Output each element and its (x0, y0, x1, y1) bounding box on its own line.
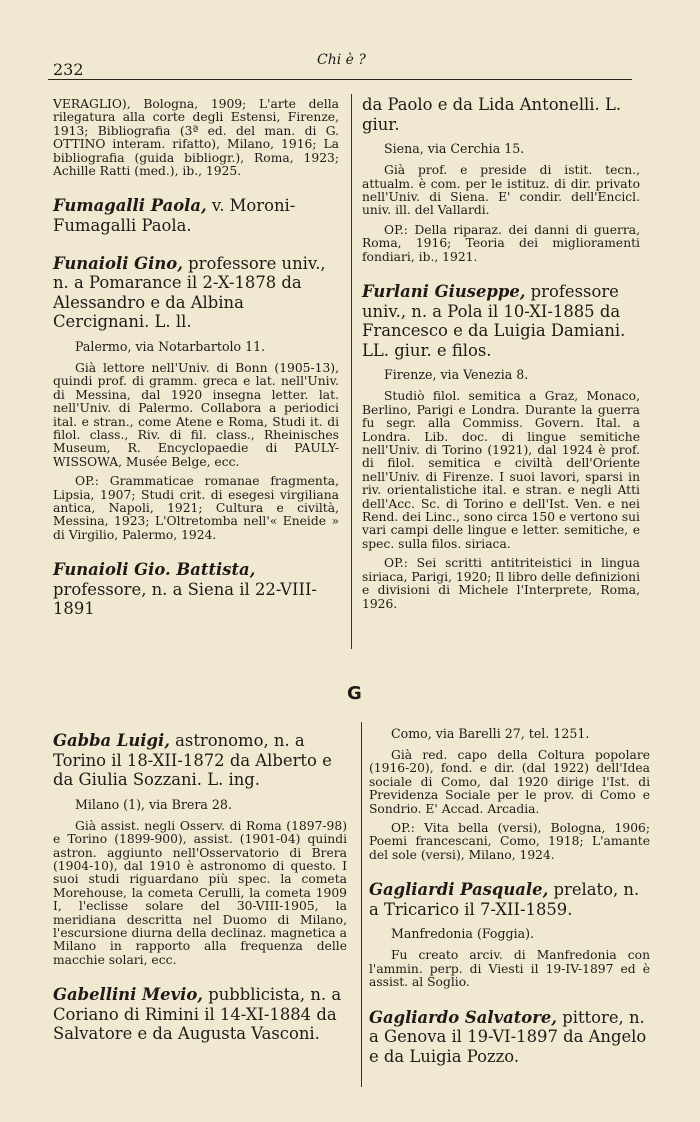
entry-address: Palermo, via Notarbartolo 11. (75, 339, 266, 354)
entry-name: Gagliardi Pasquale, (369, 880, 549, 900)
entry-text: v. Moroni-Fumagalli Paola. (53, 196, 296, 236)
entry-name: Funaioli Gio. Battista, (53, 560, 256, 580)
entry-address: Como, via Barelli 27, tel. 1251. (391, 726, 590, 741)
left-column-top (53, 98, 339, 625)
continued-entry-text: VERAGLIO), Bologna, 1909; L'arte della rilegatura alla corte degli Estensi, Firenze, 1913; Bibliografia (3ª ed. del man. di G. OTTINO interam. rifatto), Milano, 1916; La bibliografia (guida bibliogr.), Roma, 1923; Achille Ratti (med.), ib., 1925. (53, 97, 339, 179)
right-column-top (362, 95, 640, 617)
entry-name: Funaioli Gino, (53, 253, 183, 273)
entry-intro: professore univ., n. a Pomarance il 2-X-1878 da Alessandro e da Albina Cercignani. L. ll. (53, 253, 326, 332)
entry-name: Furlani Giuseppe, (362, 282, 526, 302)
entry-funaioli-gino (53, 254, 339, 332)
entry-name: Gagliardo Salvatore, (369, 1007, 557, 1027)
column-divider-top (351, 94, 352, 649)
entry-biography: Studiò filol. semitica a Graz, Monaco, Berlino, Parigi e Londra. Durante la guerra fu segr. alla Commiss. Govern. Ital. a Londra. Lib. doc. di lingue semitiche nell'Univ. di Torino (1921), dal 1924 è prof. di filol. semitica e civiltà dell'Oriente nell'Univ. di Firenze. I suoi lavori, sparsi in riv. orientalistiche ital. e stran. e negli Atti dell'Acc. Sc. di Torino e dell'Ist. Ven. e nei Rend. dei Linc., sono circa 150 e vertono sui vari campi delle lingue e letter. semitiche, e spec. sulla filos. siriaca. (362, 389, 640, 551)
entry-works: OP.: Della riparaz. dei danni di guerra, Roma, 1916; Teoria dei miglioramenti fondiari, ib., 1921. (362, 222, 640, 264)
entry-intro: professore univ., n. a Pola il 10-XI-1885 da Francesco e da Luigia Damiani. LL. giur. e filos. (362, 282, 626, 360)
entry-intro: prelato, n. a Tricarico il 7-XII-1859. (369, 880, 640, 919)
entry-address: Firenze, via Venezia 8. (384, 367, 529, 383)
column-divider-bottom (361, 722, 362, 1087)
entry-biography: Già prof. e preside di istit. tecn., attualm. è com. per le istituz. di dir. privato nell'Univ. di Siena. E' condir. dell'Encicl. univ. ill. del Vallardi. (362, 163, 640, 218)
entry-works: OP.: Grammaticae romanae fragmenta, Lipsia, 1907; Studi crit. di esegesi virgiliana antica, Napoli, 1921; Cultura e civiltà, Messina, 1923; L'Oltretomba nell'« Eneide » di Virgilio, Palermo, 1924. (53, 474, 339, 542)
entry-name: Gabba Luigi, (53, 731, 170, 750)
continued-entry-text: da Paolo e da Lida Antonelli. L. giur. (362, 95, 622, 134)
entry-address: Siena, via Cerchia 15. (384, 141, 525, 157)
entry-works: OP.: Vita bella (versi), Bologna, 1906; Poemi francescani, Como, 1918; L'amante del sole (versi), Milano, 1924. (369, 821, 650, 862)
entry-address: Manfredonia (Foggia). (391, 926, 535, 942)
entry-gagliardi (369, 880, 650, 919)
running-title: Chi è ? (317, 52, 366, 68)
left-column-bottom (53, 731, 347, 1050)
entry-intro: pubblicista, n. a Coriano di Rimini il 14-XI-1884 da Salvatore e da Augusta Vasconi. (53, 985, 342, 1044)
entry-biography: Fu creato arciv. di Manfredonia con l'ammin. perp. di Viesti il 19-IV-1897 ed è assist. al Soglio. (369, 948, 650, 990)
entry-name: Gabellini Mevio, (53, 985, 203, 1005)
header-rule (48, 79, 632, 80)
entry-gabba (53, 731, 347, 790)
entry-fumagalli (53, 196, 339, 235)
entry-name: Fumagalli Paola, (53, 196, 207, 216)
section-letter: G (347, 683, 362, 704)
entry-gabellini (53, 985, 347, 1044)
right-column-bottom (369, 727, 650, 1072)
entry-furlani (362, 282, 640, 360)
entry-intro: pittore, n. a Genova il 19-VI-1897 da Angelo e da Luigia Pozzo. (369, 1007, 647, 1066)
page-number: 232 (53, 60, 84, 79)
entry-gagliardo (369, 1008, 650, 1067)
entry-biography: Già assist. negli Osserv. di Roma (1897-98) e Torino (1899-900), assist. (1901-04) quindi astron. aggiunto nell'Osservatorio di Brera (1904-10), dal 1910 è astronomo di questo. I suoi studi riguardano più spec. la cometa Morehouse, la cometa Cerulli, la cometa 1909 I, l'eclisse solare del 30-VIII-1905, la meridiana descritta nel Duomo di Milano, l'escursione diurna della declinaz. magnetica a Milano in rapporto alla frequenza delle macchie solari, ecc. (53, 818, 347, 967)
entry-works: OP.: Sei scritti antitriteistici in lingua siriaca, Parigi, 1920; Il libro delle definizioni e divisioni di Michele l'Interprete, Roma, 1926. (362, 556, 640, 611)
entry-funaioli-gio-battista (53, 560, 339, 619)
entry-address: Milano (1), via Brera 28. (75, 796, 232, 812)
entry-biography: Già red. capo della Coltura popolare (1916-20), fond. e dir. (dal 1922) dell'Idea sociale di Como, dal 1920 dirige l'Ist. di Previdenza Sociale per le prov. di Como e Sondrio. E' Accad. Arcadia. (369, 748, 650, 816)
entry-intro: astronomo, n. a Torino il 18-XII-1872 da Alberto e da Giulia Sozzani. L. ing. (53, 731, 332, 790)
entry-biography: Già lettore nell'Univ. di Bonn (1905-13), quindi prof. di gramm. greca e lat. nell'Univ. di Messina, dal 1920 insegna letter. lat. nell'Univ. di Palermo. Collabora a periodici ital. e stran., come Atene e Roma, Studi it. di filol. class., Riv. di fil. class., Rheinisches Museum, R. Encyclopaedie di PAULY-WISSOWA, Musée Belge, ecc. (53, 361, 339, 469)
entry-intro: professore, n. a Siena il 22-VIII-1891 (53, 579, 317, 619)
